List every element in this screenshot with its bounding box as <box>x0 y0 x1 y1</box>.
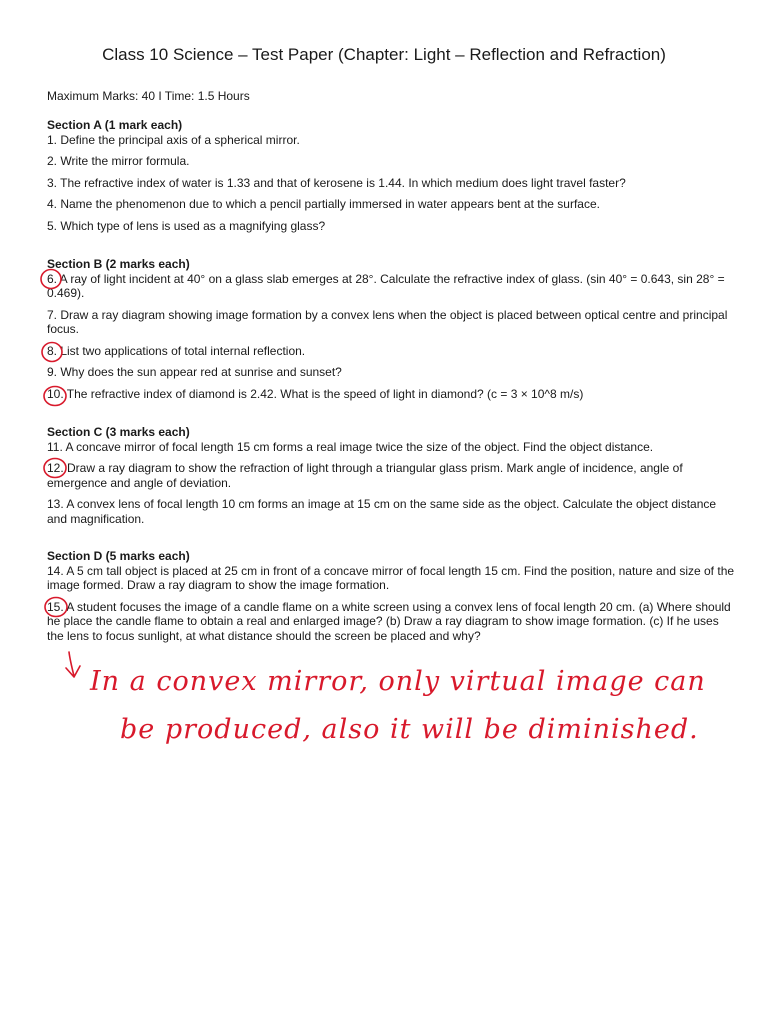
question-10: 10. The refractive index of diamond is 2.42. What is the speed of light in diamond? (c = 3 × 10^8 m/s) <box>47 386 584 401</box>
question-9: 9. Why does the sun appear red at sunrise and sunset? <box>47 365 342 379</box>
handwritten-note-line-2: be produced, also it will be diminished. <box>120 714 699 745</box>
question-11: 11. A concave mirror of focal length 15 cm forms a real image twice the size of the object. Find the object distance. <box>47 439 654 454</box>
handwritten-note-line-1: In a convex mirror, only virtual image can <box>90 666 706 697</box>
question-15: 15. A student focuses the image of a candle flame on a white screen using a convex lens of focal length 20 cm. (a) Where should he place the candle flame to obtain a real and enlarged image? (b) Draw a ray diagram to show image formation. (c) If he uses the lens to focus sunlight, at what distance should the screen be placed and why? <box>47 599 731 643</box>
exam-meta: Maximum Marks: 40 I Time: 1.5 Hours <box>47 89 250 103</box>
section-d <box>47 549 737 643</box>
question-14: 14. A 5 cm tall object is placed at 25 cm in front of a concave mirror of focal length 15 cm. Find the position, nature and size of the image formed. Draw a ray diagram to show the image formation. <box>47 563 735 592</box>
question-13: 13. A convex lens of focal length 10 cm forms an image at 15 cm on the same side as the object. Calculate the object distance and magnification. <box>47 497 717 526</box>
section-c <box>47 425 737 526</box>
section-heading: Section A (1 mark each) <box>47 118 183 132</box>
section-b <box>47 257 737 401</box>
section-heading: Section C (3 marks each) <box>47 425 190 439</box>
page-title: Class 10 Science – Test Paper (Chapter: Light – Reflection and Refraction) <box>102 45 666 64</box>
question-8: 8. List two applications of total internal reflection. <box>47 343 306 358</box>
question-6: 6. A ray of light incident at 40° on a glass slab emerges at 28°. Calculate the refractive index of glass. (sin 40° = 0.643, sin 28° = 0.469). <box>47 271 725 300</box>
question-3: 3. The refractive index of water is 1.33 and that of kerosene is 1.44. In which medium does light travel faster? <box>47 175 626 190</box>
section-a <box>47 118 737 233</box>
section-heading: Section D (5 marks each) <box>47 549 190 563</box>
question-7: 7. Draw a ray diagram showing image formation by a convex lens when the object is placed between optical centre and principal focus. <box>47 307 728 336</box>
question-4: 4. Name the phenomenon due to which a pencil partially immersed in water appears bent at the surface. <box>47 197 600 211</box>
section-heading: Section B (2 marks each) <box>47 257 190 271</box>
question-5: 5. Which type of lens is used as a magnifying glass? <box>47 218 326 233</box>
arrow-down-icon <box>66 652 80 677</box>
question-12: 12. Draw a ray diagram to show the refraction of light through a triangular glass prism. Mark angle of incidence, angle of emergence and angle of deviation. <box>47 461 683 490</box>
question-1: 1. Define the principal axis of a spherical mirror. <box>47 132 300 147</box>
question-2: 2. Write the mirror formula. <box>47 154 190 168</box>
